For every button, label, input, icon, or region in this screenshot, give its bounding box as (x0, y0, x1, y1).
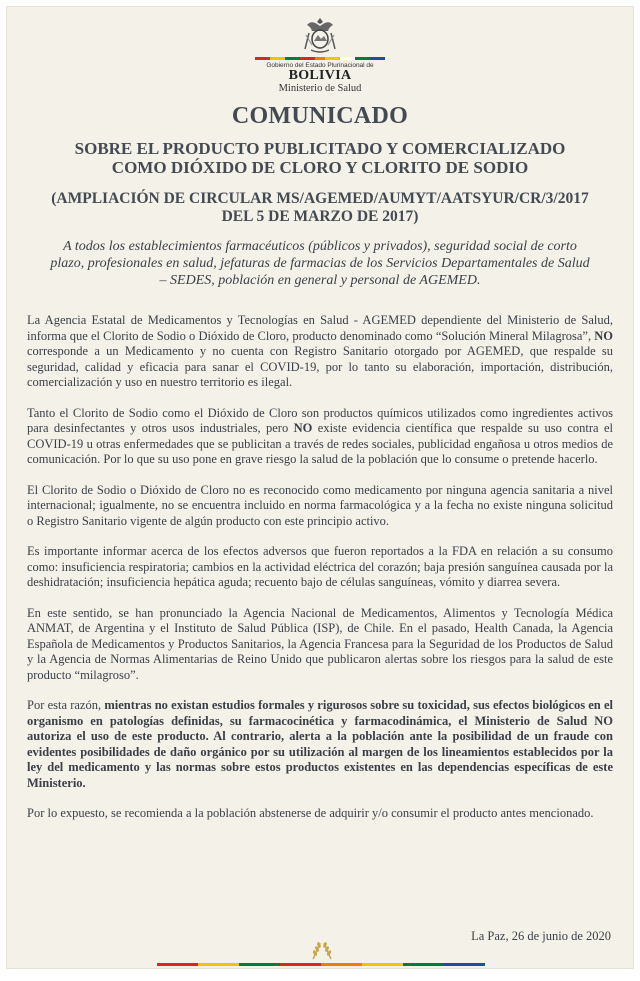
paragraph-2-emphasis: NO (293, 421, 313, 435)
subtitle (7, 139, 633, 177)
country-name: BOLIVIA (288, 68, 352, 83)
page-title: COMUNICADO (231, 103, 409, 129)
paragraph-3: El Clorito de Sodio o Dióxido de Cloro no es reconocido como medicamento por ninguna agencia sanitaria a nivel internacional; igualmente, no se encuentra incluido en norma farmacológica y a la fecha no existe ninguna solicitud o Registro Sanitario vigente de algún producto con este principio activo. (27, 482, 613, 528)
addressees: A todos los establecimientos farmacéuticos (públicos y privados), seguridad social de corto plazo, profesionales en salud, jefaturas de farmacias de los Servicios Departamentales de Salud – SEDES, población en general y personal de AGEMED. (50, 239, 590, 288)
subtitle-line-1: SOBRE EL PRODUCTO PUBLICITADO Y COMERCIALIZADO (74, 139, 566, 158)
government-line: Gobierno del Estado Plurinacional de (266, 62, 374, 69)
paragraph-5: En este sentido, se han pronunciado la Agencia Nacional de Medicamentos, Alimentos y Tecnología Médica ANMAT, de Argentina y el Instituto de Salud Pública (ISP), de Chile. En el pasado, Health Canada, la Agencia Española de Medicamentos y Productos Sanitarios, la Agencia Francesa para la Seguridad de los Productos de Salud y la Agencia de Normas Alimentarias de Reino Unido que publicaron alertas sobre los riesgos para la salud de este producto “milagroso”. (27, 605, 613, 682)
paragraph-1-emphasis: NO (594, 328, 613, 343)
paragraph-1-text-b: corresponde a un Medicamento y no cuenta con Registro Sanitario otorgado por AGEMED, que respalde su seguridad, calidad y eficacia para sanar el COVID-19, por lo tanto su elaboración, importación, distribución, comercialización y uso en nuestro territorio es ilegal. (27, 344, 613, 389)
paragraph-6 (27, 698, 613, 791)
footer-flag-bar (157, 963, 485, 966)
header (7, 7, 633, 95)
subtitle-line-2: COMO DIÓXIDO DE CLORO Y CLORITO DE SODIO (111, 158, 529, 177)
paragraph-4: Es importante informar acerca de los efectos adversos que fueron reportados a la FDA en relación a su consumo como: insuficiencia respiratoria; cambios en la actividad eléctrica del corazón; baja presión sanguínea causada por la deshidratación; insuficiencia hepática aguda; recuento bajo de células sanguíneas, vómito y diarrea severa. (27, 544, 613, 589)
wheat-icon (307, 939, 337, 961)
paragraph-2-text-a: Tanto el Clorito de Sodio como el Dióxido de Cloro son productos químicos utilizados como ingredientes activos para desinfectantes y otros usos industriales, pero (27, 405, 613, 435)
document-page (6, 6, 634, 969)
flag-bar (255, 57, 385, 60)
paragraph-2-text-b: existe evidencia científica que respalde su uso contra el COVID-19 u otras enfermedades que se publicitan a través de redes sociales, publicidad engañosa u otros medios de comunicación. Por lo que su uso pone en grave riesgo la salud de la población que lo consume o pretende hacerlo. (27, 421, 613, 466)
paragraph-2 (27, 406, 613, 468)
coat-of-arms-icon (301, 15, 339, 55)
reference-line-2: DEL 5 DE MARZO DE 2017) (221, 208, 419, 225)
place-date: La Paz, 26 de junio de 2020 (471, 929, 611, 943)
paragraph-7: Por lo expuesto, se recomienda a la población abstenerse de adquirir y/o consumir el producto antes mencionado. (27, 806, 594, 820)
paragraph-1 (27, 313, 613, 391)
reference-line-1: (AMPLIACIÓN DE CIRCULAR MS/AGEMED/AUMYT/AATSYUR/CR/3/2017 (51, 190, 589, 207)
paragraph-1-text-a: La Agencia Estatal de Medicamentos y Tecnologías en Salud - AGEMED dependiente del Ministerio de Salud, informa que el Clorito de Sodio o Dióxido de Cloro, producto denominado como “Solución Mineral Milagrosa”, (27, 313, 613, 343)
paragraph-6-text-a: Por esta razón, (27, 698, 105, 712)
circular-reference (7, 190, 633, 226)
paragraph-6-emphasis: mientras no existan estudios formales y rigurosos sobre su toxicidad, sus efectos biológicos en el organismo en patologías definidas, su farmacocinética y farmacodinámica, el Ministerio de Salud NO autoriza el uso de este producto. Al contrario, alerta a la población ante la posibilidad de un fraude con evidentes posibilidades de daño orgánico por su utilización al margen de los lineamientos establecidos por la ley del medicamento y las normas sobre estos productos existentes en las dependencias específicas de este Ministerio. (27, 698, 613, 790)
ministry-name: Ministerio de Salud (278, 83, 362, 94)
